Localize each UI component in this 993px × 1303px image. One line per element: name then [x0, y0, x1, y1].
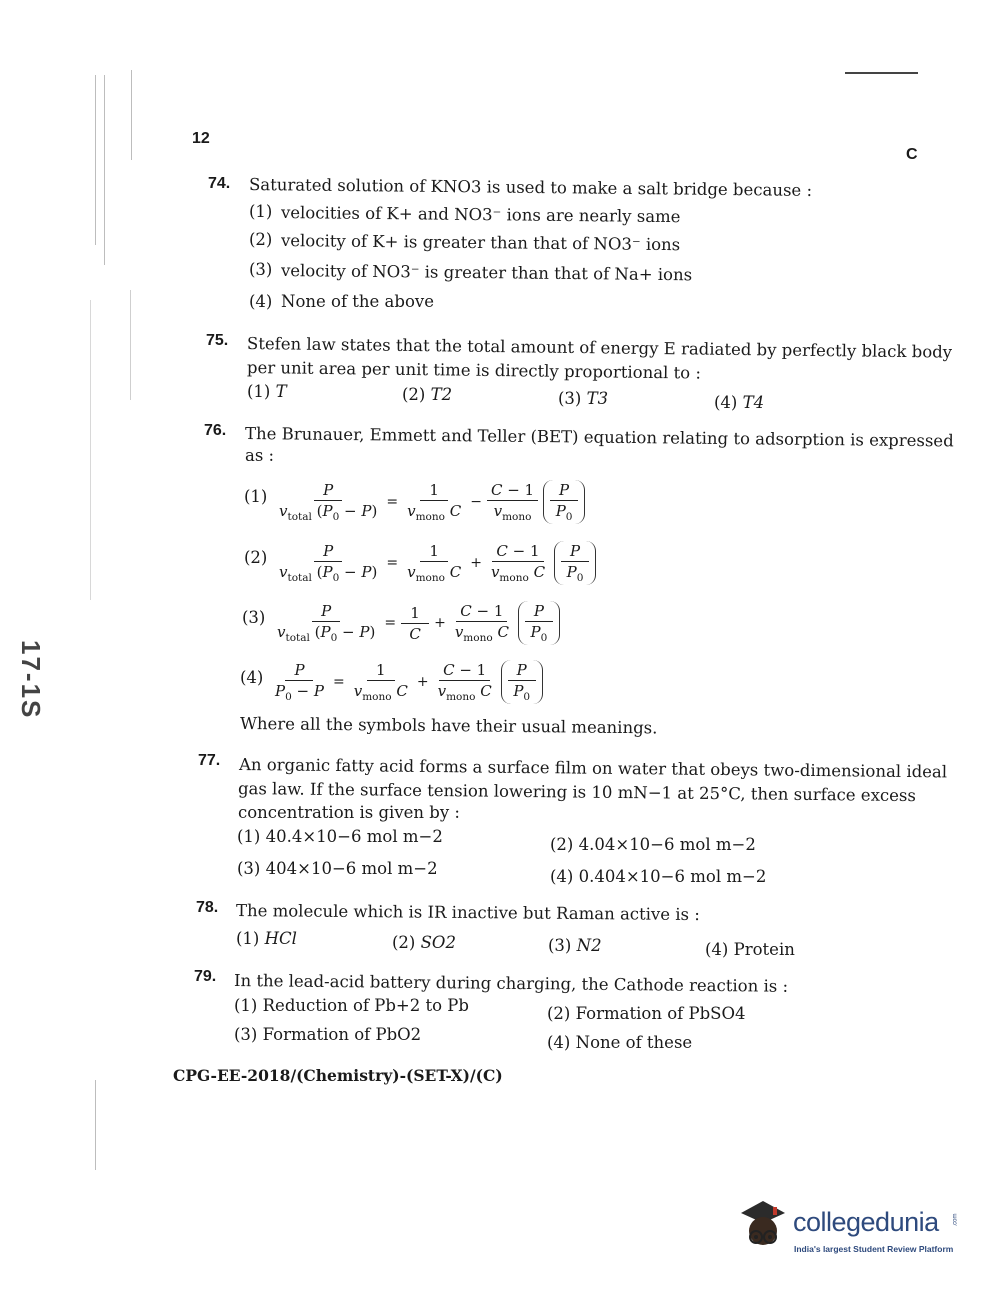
fraction: $\frac{P}{v_{total} (P_0 - P)}$: [277, 602, 376, 644]
option-text: 0.404×10−6 mol m−2: [578, 867, 767, 886]
option-4: [714, 393, 764, 412]
logo-name: collegedunia: [793, 1207, 939, 1237]
footer-code: CPG-EE-2018/(Chemistry)-(SET-X)/(C): [173, 1066, 503, 1085]
scan-line: [131, 70, 132, 160]
option-label: (4): [249, 292, 273, 311]
option-label: (4): [547, 1033, 571, 1052]
option-label: (4): [550, 867, 574, 886]
scan-line: [95, 75, 96, 245]
option-text: T3: [586, 389, 609, 408]
margin-stamp: [15, 640, 46, 719]
question-number: 79.: [194, 968, 217, 985]
option-label: (3): [234, 1025, 258, 1044]
option-text: Reduction of Pb+2 to Pb: [262, 996, 469, 1015]
fraction: $\frac{1}{C}$: [401, 604, 429, 643]
fraction: $\frac{C - 1}{v_{mono} C}$: [437, 661, 492, 703]
parenthesis: $\frac{P}{P_0}$: [554, 541, 596, 585]
fraction: $\frac{P}{v_{total} (P_0 - P)}$: [279, 481, 378, 523]
option-label: (1): [249, 202, 273, 221]
option-2: [402, 385, 452, 404]
option-label: (2): [550, 835, 574, 854]
option-label: (4): [240, 668, 264, 687]
option-label: (1): [247, 382, 271, 401]
equation-option-4: $\frac{P}{P_0 - P}$ = $\frac{1}{v_{mono} C}$ + $\frac{C - 1}{v_{mono} C}$ $\frac{P}{P_0}$: [268, 660, 543, 704]
option-label: (2): [547, 1004, 571, 1023]
parenthesis: $\frac{P}{P_0}$: [518, 601, 560, 645]
question-number: 78.: [196, 899, 219, 916]
question-footer-note: Where all the symbols have their usual meanings.: [239, 714, 658, 738]
fraction: $\frac{C - 1}{v_{mono}}$: [487, 481, 538, 523]
logo-suffix: .com: [952, 1213, 959, 1227]
option-text: SO2: [420, 933, 456, 952]
option-4: [705, 940, 795, 959]
option-label: (4): [714, 393, 738, 412]
option-3: [548, 936, 602, 955]
margin-stamp-text: 17-1S: [16, 640, 46, 720]
fraction: $\frac{1}{v_{mono} C}$: [407, 542, 462, 584]
option-text: HCl: [264, 929, 297, 948]
question-stem: Saturated solution of KNO3 is used to make a salt bridge because :: [248, 175, 813, 200]
option-text: T2: [430, 385, 453, 404]
question-number: 74.: [208, 175, 231, 192]
equation-option-3: $\frac{P}{v_{total} (P_0 - P)}$ = $\frac{1}{C}$ + $\frac{C - 1}{v_{mono} C}$ $\frac{P}{P_0}$: [270, 601, 560, 645]
fraction: $\frac{C - 1}{v_{mono} C}$: [454, 602, 509, 644]
option-text: Formation of PbSO4: [575, 1004, 746, 1023]
option-4: [550, 867, 766, 886]
option-text: T: [275, 382, 287, 401]
option-label: (3): [237, 859, 261, 878]
option-label: (2): [392, 933, 416, 952]
question-stem-line1: Stefen law states that the total amount of energy E radiated by perfectly black body: [246, 334, 953, 362]
option-2: [547, 1004, 745, 1023]
logo-tagline: India's largest Student Review Platform: [794, 1244, 954, 1254]
option-1: [247, 382, 287, 401]
question-stem-line2: as :: [245, 446, 275, 465]
question-stem-line1: The Brunauer, Emmett and Teller (BET) equation relating to adsorption is expressed: [244, 424, 954, 451]
option-2: [550, 835, 756, 854]
equation-option-1: $\frac{P}{v_{total} (P_0 - P)}$ = $\frac{1}{v_{mono} C}$ − $\frac{C - 1}{v_{mono}}$ $\frac{P}{P_0}$: [272, 480, 585, 524]
option-text: 40.4×10−6 mol m−2: [265, 827, 443, 846]
fraction: $\frac{C - 1}{v_{mono} C}$: [490, 542, 546, 584]
option-label: (3): [249, 260, 273, 279]
scan-line: [104, 75, 105, 265]
option-text: T4: [742, 393, 765, 412]
scan-line: [130, 290, 131, 400]
question-stem-line2: gas law. If the surface tension lowering is 10 mN−1 at 25°C, then surface excess: [237, 779, 916, 806]
parenthesis: $\frac{P}{P_0}$: [543, 480, 585, 524]
fraction: $\frac{1}{v_{mono} C}$: [407, 481, 462, 523]
question-stem-line3: concentration is given by :: [238, 803, 460, 822]
option-label: (1): [244, 487, 268, 506]
collegedunia-logo: [735, 1195, 965, 1265]
scan-line: [845, 72, 918, 74]
mascot-icon: [735, 1195, 791, 1257]
option-4: [547, 1033, 692, 1052]
option-text: N2: [576, 936, 602, 955]
option-text: 404×10−6 mol m−2: [265, 859, 438, 878]
option-text: velocity of NO3⁻ is greater than that of Na+ ions: [280, 261, 693, 285]
option-text: None of these: [575, 1033, 693, 1052]
option-text: velocities of K+ and NO3⁻ ions are nearly same: [280, 203, 681, 227]
option-label: (3): [242, 608, 266, 627]
scan-line: [95, 1080, 96, 1170]
option-text: Formation of PbO2: [262, 1025, 422, 1044]
fraction: $\frac{P}{v_{total} (P_0 - P)}$: [279, 542, 378, 584]
option-1: [236, 929, 297, 948]
question-stem-line1: An organic fatty acid forms a surface film on water that obeys two-dimensional ideal: [238, 755, 948, 782]
option-label: (1): [236, 929, 260, 948]
question-74: [208, 173, 230, 193]
option-label: (4): [705, 940, 729, 959]
fraction: $\frac{P}{P_0 - P}$: [275, 661, 324, 703]
fraction: $\frac{1}{v_{mono} C}$: [353, 661, 408, 703]
option-label: (2): [402, 385, 426, 404]
option-3: [237, 859, 438, 878]
option-1: [237, 827, 443, 846]
equation-option-2: $\frac{P}{v_{total} (P_0 - P)}$ = $\frac{1}{v_{mono} C}$ + $\frac{C - 1}{v_{mono} C}$ $\frac{P}{P_0}$: [272, 541, 596, 585]
option-text: Protein: [733, 940, 795, 959]
option-label: (2): [249, 230, 273, 249]
option-label: (3): [558, 389, 582, 408]
scan-line: [90, 300, 91, 600]
option-text: velocity of K+ is greater than that of NO3⁻ ions: [280, 231, 681, 255]
option-text: 4.04×10−6 mol m−2: [578, 835, 756, 854]
question-number: 75.: [206, 332, 229, 349]
page-number: 12: [192, 130, 210, 147]
option-label: (1): [234, 996, 258, 1015]
set-letter: C: [906, 146, 918, 163]
question-stem: The molecule which is IR inactive but Raman active is :: [235, 901, 700, 925]
option-label: (2): [244, 548, 268, 567]
option-3: [558, 389, 608, 408]
option-3: [234, 1025, 421, 1044]
option-2: [392, 933, 456, 952]
option-label: (1): [237, 827, 261, 846]
question-number: 76.: [204, 422, 227, 439]
option-text: None of the above: [281, 292, 434, 311]
option-1: [234, 996, 469, 1015]
option-label: (3): [548, 936, 572, 955]
question-stem-line2: per unit area per unit time is directly proportional to :: [246, 358, 702, 383]
question-stem: In the lead-acid battery during charging, the Cathode reaction is :: [233, 971, 789, 996]
parenthesis: $\frac{P}{P_0}$: [501, 660, 543, 704]
question-number: 77.: [198, 752, 221, 769]
